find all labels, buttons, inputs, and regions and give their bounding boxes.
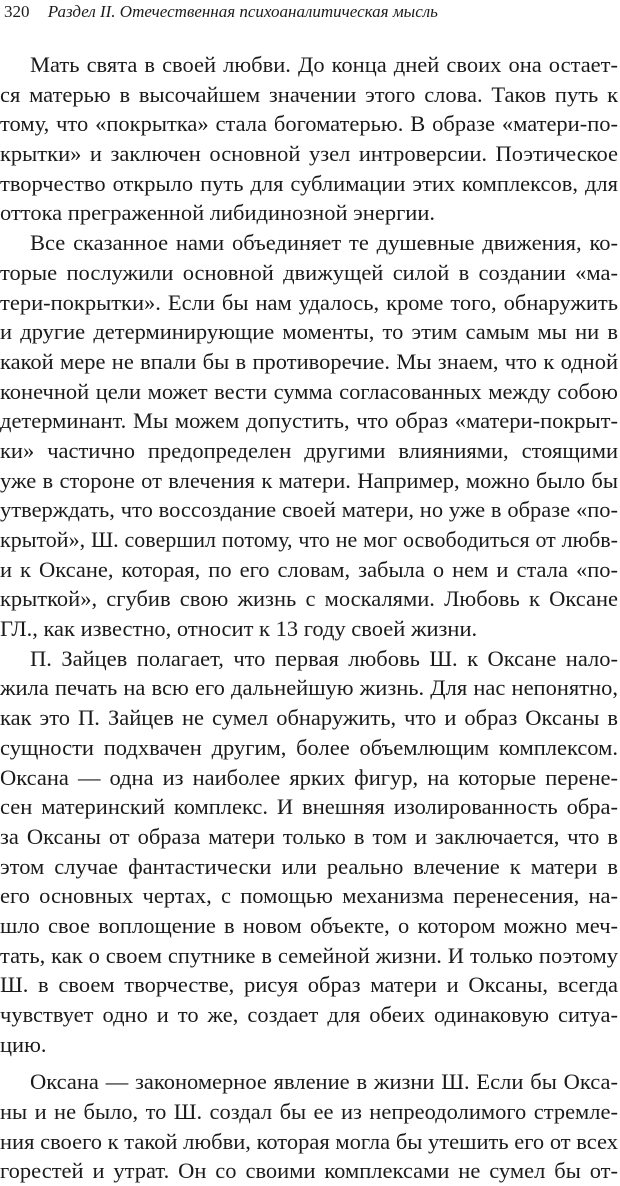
paragraph [0,228,620,644]
text-line: за Оксаны от образа матери только в том и заключается, что в [0,823,618,849]
text-line: как это П. Зайцев не сумел обнаружить, что и образ Оксаны в [0,705,618,731]
text-line: Все сказанное нами объединяет те душевные движения, ко- [30,230,618,256]
text-line: цию. [0,1031,47,1057]
page-number: 320 [4,2,30,21]
text-line: конечной цели может вести сумма согласованных между собою [0,378,618,404]
text-line: и к Оксане, которая, по его словам, забыла о нем и стала «по- [0,556,618,582]
text-line: тать, как о своем спутнике в семейной жизни. И только поэтому [0,942,618,968]
text-line: шло свое воплощение в новом объекте, о котором можно меч- [0,912,618,938]
text-line: Оксана — одна из наиболее ярких фигур, на которые перене- [0,764,618,790]
paragraph [0,50,620,228]
text-line: ны и не было, то Ш. создал бы ее из непреодолимого стремле- [0,1099,618,1125]
paragraph-gap [0,1059,620,1067]
text-line: уже в стороне от влечения к матери. Например, можно было бы [0,467,618,493]
text-line: крытой», Ш. совершил потому, что не мог освободиться от любв- [0,527,618,552]
text-line: утверждать, что воссоздание своей матери, но уже в образе «по- [0,497,618,523]
running-head-title: Раздел II. Отечественная психоаналитическая мысль [47,2,438,21]
text-line: чувствует одно и то же, создает для обеих одинаковую ситуа- [0,1002,618,1027]
text-line: Ш. в своем творчестве, рисуя образ матери и Оксаны, всегда [0,972,618,998]
text-line: Оксана — закономерное явление в жизни Ш. Если бы Окса- [30,1069,618,1095]
paragraph [0,644,620,1060]
text-line: торые послужили основной движущей силой в создании «ма- [0,259,618,285]
text-line: П. Зайцев полагает, что первая любовь Ш. к Оксане нало- [30,645,618,671]
text-line: ГЛ., как известно, относит к 13 году своей жизни. [0,616,478,642]
paragraph [0,1067,620,1186]
text-line: его основных чертах, с помощью механизма перенесения, на- [0,883,618,909]
text-line: сущности подхвачен другим, более объемлющим комплексом. [0,734,618,760]
text-line: творчество открыло путь для сублимации этих комплексов, для [0,170,618,196]
text-line: оттока преграженной либидинозной энергии. [0,200,436,226]
text-line: и другие детерминирующие моменты, то этим самым мы ни в [0,319,618,345]
body-text [0,50,620,1186]
text-line: крыткой», сгубив свою жизнь с москалями. Любовь к Оксане [0,586,618,612]
text-line: ся матерью в высочайшем значении этого слова. Таков путь к [0,81,618,107]
text-line: крытки» и заключен основной узел интроверсии. Поэтическое [0,141,618,167]
text-line: жила печать на всю его дальнейшую жизнь. Для нас непонятно, [0,675,618,701]
text-line: какой мере не впали бы в противоречие. Мы знаем, что к одной [0,348,618,374]
text-line: горестей и утрат. Он со своими комплексами не сумел бы от- [0,1158,618,1184]
text-line: тому, что «покрытка» стала богоматерью. В образе «матери-по- [0,111,618,137]
text-line: этом случае фантастически или реально влечение к матери в [0,853,618,879]
text-line: ния своего к такой любви, которая могла бы утешить его от всех [0,1128,618,1154]
text-line: ки» частично предопределен другими влияниями, стоящими [0,437,618,463]
text-line: Мать свята в своей любви. До конца дней своих она остает- [30,52,618,77]
text-line: тери-покрытки». Если бы нам удалось, кроме того, обнаружить [0,289,618,315]
text-line: сен материнский комплекс. И внешняя изолированность обра- [0,794,618,820]
text-line: детерминант. Мы можем допустить, что образ «матери-покрыт- [0,408,618,434]
running-head [4,0,604,24]
